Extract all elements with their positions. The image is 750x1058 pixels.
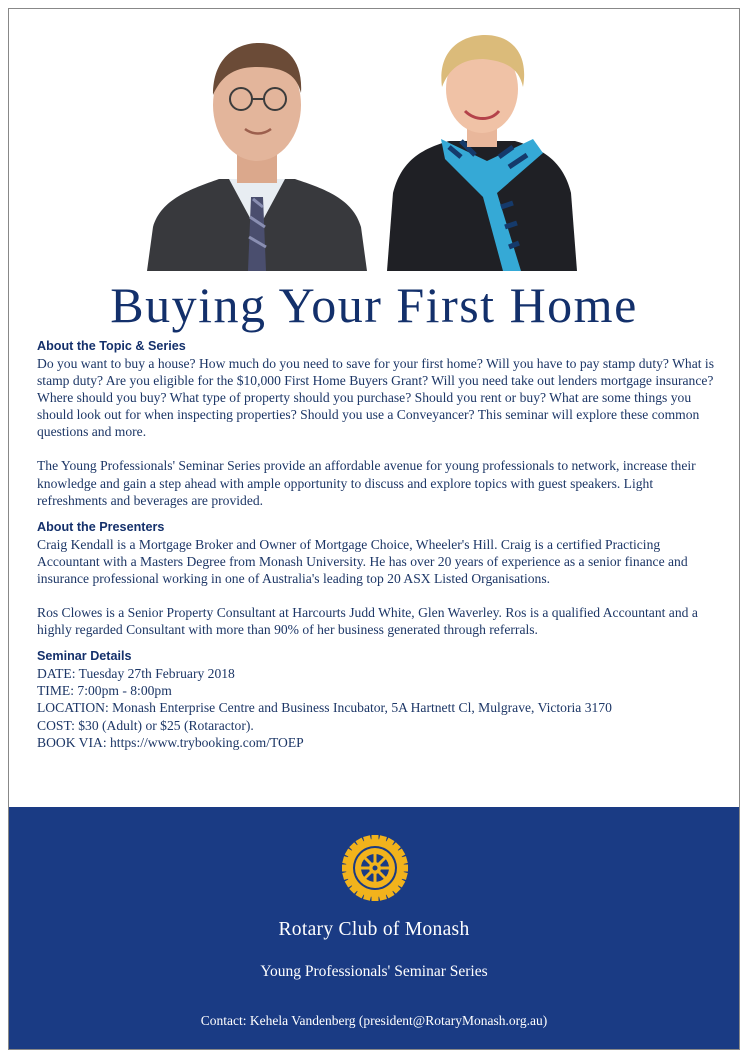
- section-heading-details: Seminar Details: [37, 649, 132, 664]
- topic-paragraph: Do you want to buy a house? How much do you need to save for your first home? Will you have to pay stamp duty? What is stamp duty? Are you eligible for the $10,000 First Home Buyers Grant? Will you need take out lenders mortgage insurance? Where should you buy? What type of property should you purchase? Should you rent or buy? What are some things you should look out for when inspecting properties? Should you use a Conveyancer? This seminar will explore these common questions and more.: [37, 356, 714, 440]
- detail-date: DATE: Tuesday 27th February 2018: [37, 666, 235, 682]
- presenter-photo-man: [147, 31, 367, 271]
- footer-banner: [9, 807, 739, 1050]
- detail-booking[interactable]: BOOK VIA: https://www.trybooking.com/TOEP: [37, 734, 304, 750]
- contact-line[interactable]: Contact: Kehela Vandenberg (president@RotaryMonash.org.au): [200, 1013, 548, 1028]
- flyer: [8, 8, 740, 1050]
- series-paragraph: The Young Professionals' Seminar Series provide an affordable avenue for young professionals to network, increase their knowledge and gain a step ahead with ample opportunity to discuss and explore topics with guest speakers. Light refreshments and beverages are provided.: [37, 458, 696, 508]
- series-name: Young Professionals' Seminar Series: [260, 963, 488, 980]
- rotary-wheel-icon: [342, 835, 408, 901]
- presenter-paragraph-craig: Craig Kendall is a Mortgage Broker and Owner of Mortgage Choice, Wheeler's Hill. Craig is a certified Practicing Accountant with a Masters Degree from Monash University. He has over 20 years of experience as a senior finance and insurance professional working in one of Australia's leading top 20 ASX Listed Organisations.: [37, 536, 688, 586]
- club-name: Rotary Club of Monash: [278, 919, 470, 940]
- detail-location: LOCATION: Monash Enterprise Centre and Business Incubator, 5A Hartnett Cl, Mulgrave, Victoria 3170: [37, 700, 612, 716]
- main-content: [37, 338, 723, 751]
- presenter-photos: [9, 9, 739, 271]
- section-heading-presenters: About the Presenters: [37, 519, 165, 534]
- presenter-paragraph-ros: Ros Clowes is a Senior Property Consultant at Harcourts Judd White, Glen Waverley. Ros is a qualified Accountant and a highly regarded Consultant with more than 90% of her business generated through referrals.: [37, 605, 698, 638]
- detail-time: TIME: 7:00pm - 8:00pm: [37, 683, 172, 699]
- detail-cost: COST: $30 (Adult) or $25 (Rotaractor).: [37, 717, 254, 733]
- section-heading-topic: About the Topic & Series: [37, 339, 186, 353]
- page-title: Buying Your First Home: [110, 277, 638, 333]
- presenter-photo-woman: [387, 31, 577, 271]
